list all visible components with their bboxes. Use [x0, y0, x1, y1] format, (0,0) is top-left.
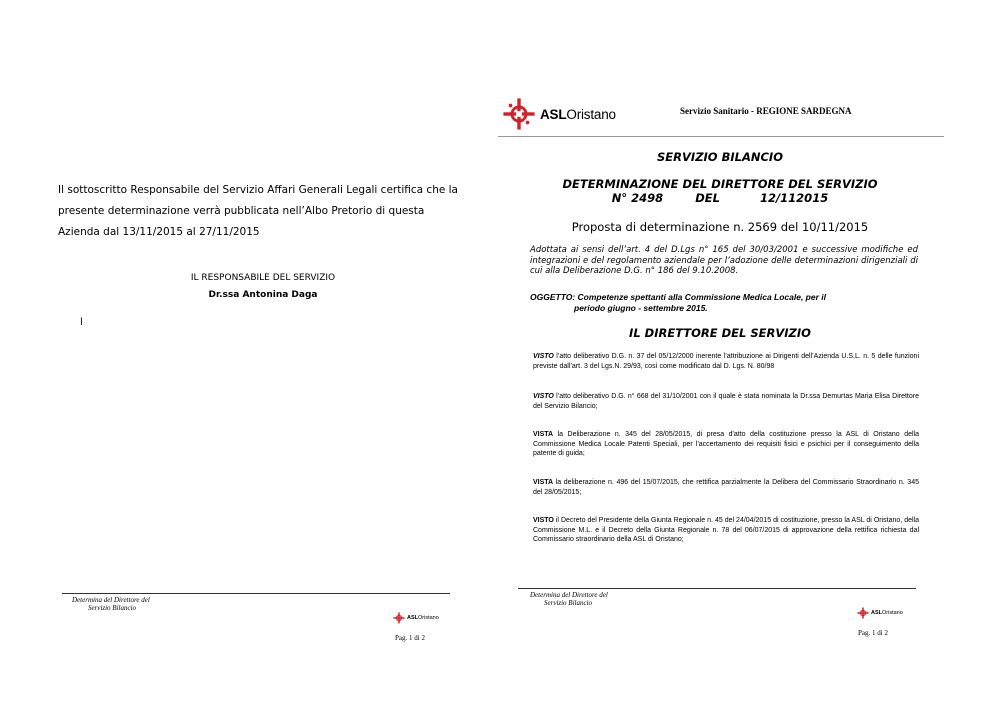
- header-divider: [498, 136, 944, 137]
- paragraph-lead: VISTA: [533, 431, 554, 438]
- footer-line-2: Servizio Bilancio: [88, 604, 137, 612]
- determination-line-1: DETERMINAZIONE DEL DIRETTORE DEL SERVIZIO: [562, 177, 878, 191]
- subject-line-1: OGGETTO: Competenze spettanti alla Commissione Medica Locale, per il: [530, 292, 826, 302]
- header-logo: [502, 97, 616, 131]
- logo-text-bold: ASL: [407, 615, 418, 621]
- adopted-text: Adottata ai sensi dell’art. 4 del D.Lgs n° 165 del 30/03/2001 e successive modifiche ed integrazioni e del regolamento aziendale per l’adozione delle determinazioni dirigenziali di cui alla Deliberazione D.G. n° 186 del 9.10.2008.: [530, 245, 918, 276]
- paragraph-text: l’atto deliberativo D.G. n. 37 del 05/12/2000 inerente l’attribuzione ai Dirigenti dell’Azienda U.S.L. n. 5 delle funzioni previste dall’art. 3 del Lgs.N. 29/93, così come modificato dal D. Lgs. N. 80/98: [533, 353, 919, 370]
- page-number: Pag. 1 di 2: [395, 634, 425, 642]
- paragraph-visto-2: [533, 392, 919, 411]
- paragraph-text: l’atto deliberativo D.G. n° 668 del 31/10/2001 con il quale è stata nominata la Dr.ssa Demurtas Maria Elisa Direttore del Servizio Bilancio;: [533, 393, 919, 410]
- responsible-name: Dr.ssa Antonina Daga: [208, 290, 318, 300]
- footer-logo: [857, 607, 903, 619]
- paragraph-lead: VISTA: [533, 479, 554, 486]
- paragraph-visto-1: [533, 352, 919, 371]
- proposal-line: Proposta di determinazione n. 2569 del 10/11/2015: [571, 220, 869, 234]
- footer-line-1: Determina del Direttore del: [530, 591, 608, 599]
- paragraph-vista-2: [533, 478, 919, 497]
- footer-line-2: Servizio Bilancio: [544, 599, 593, 607]
- paragraph-lead: VISTO: [533, 353, 554, 360]
- header-region: Servizio Sanitario - REGIONE SARDEGNA: [680, 106, 852, 116]
- determination-line-2: N° 2498 DEL 12/112015: [611, 191, 829, 205]
- footer-label: [72, 596, 150, 612]
- paragraph-lead: VISTO: [533, 517, 554, 524]
- footer-divider: [518, 588, 916, 589]
- logo-text-bold: ASL: [871, 610, 882, 616]
- asl-logo-icon: [393, 612, 405, 624]
- director-title: IL DIRETTORE DEL SERVIZIO: [629, 326, 811, 340]
- asl-logo-icon: [857, 607, 869, 619]
- paragraph-visto-3: [533, 516, 919, 545]
- paragraph-lead: VISTO: [533, 393, 554, 400]
- service-title: SERVIZIO BILANCIO: [657, 150, 783, 164]
- logo-text: Oristano: [566, 106, 616, 122]
- footer-line-1: Determina del Direttore del: [72, 596, 150, 604]
- certification-text: Il sottoscritto Responsabile del Servizio Affari Generali Legali certifica che la presente determinazione verrà pubblicata nell’Albo Pretorio di questa Azienda dal 13/11/2015 al 27/11/2015: [58, 184, 458, 238]
- determination-heading: [520, 177, 920, 205]
- paragraph-text: la Deliberazione n. 345 del 28/05/2015, di presa d'atto della costituzione presso la ASL di Oristano della Commissione Medica Locale Patenti Speciali, per l'accertamento dei requisiti fisici e psichici per il conseguimento della patente di guida;: [533, 431, 919, 457]
- footer-logo: [393, 612, 439, 624]
- footer-divider: [62, 593, 450, 594]
- paragraph-vista-1: [533, 430, 919, 459]
- logo-text-bold: ASL: [540, 106, 567, 122]
- page-mark: l: [80, 317, 83, 328]
- paragraph-text: la deliberazione n. 496 del 15/07/2015, che rettifica parzialmente la Delibera del Commissario Straordinario n. 345 del 28/05/2015;: [533, 479, 919, 496]
- paragraph-text: il Decreto del Presidente della Giunta Regionale n. 45 del 24/04/2015 di costituzione, presso la ASL di Oristano, della Commissione M.L. e il Decreto della Giunta Regionale n. 78 del 06/07/2015 di approvazione della rettifica richiesta dal Commissario straordinario della ASL di Oristano;: [533, 517, 919, 543]
- responsible-title: IL RESPONSABILE DEL SERVIZIO: [190, 273, 336, 283]
- logo-text: Oristano: [418, 615, 439, 621]
- footer-label: [530, 591, 608, 607]
- page-number: Pag. 1 di 2: [858, 629, 888, 637]
- subject-line-2: periodo giugno - settembre 2015.: [574, 303, 708, 313]
- logo-text: Oristano: [882, 610, 903, 616]
- asl-logo-icon: [502, 97, 536, 131]
